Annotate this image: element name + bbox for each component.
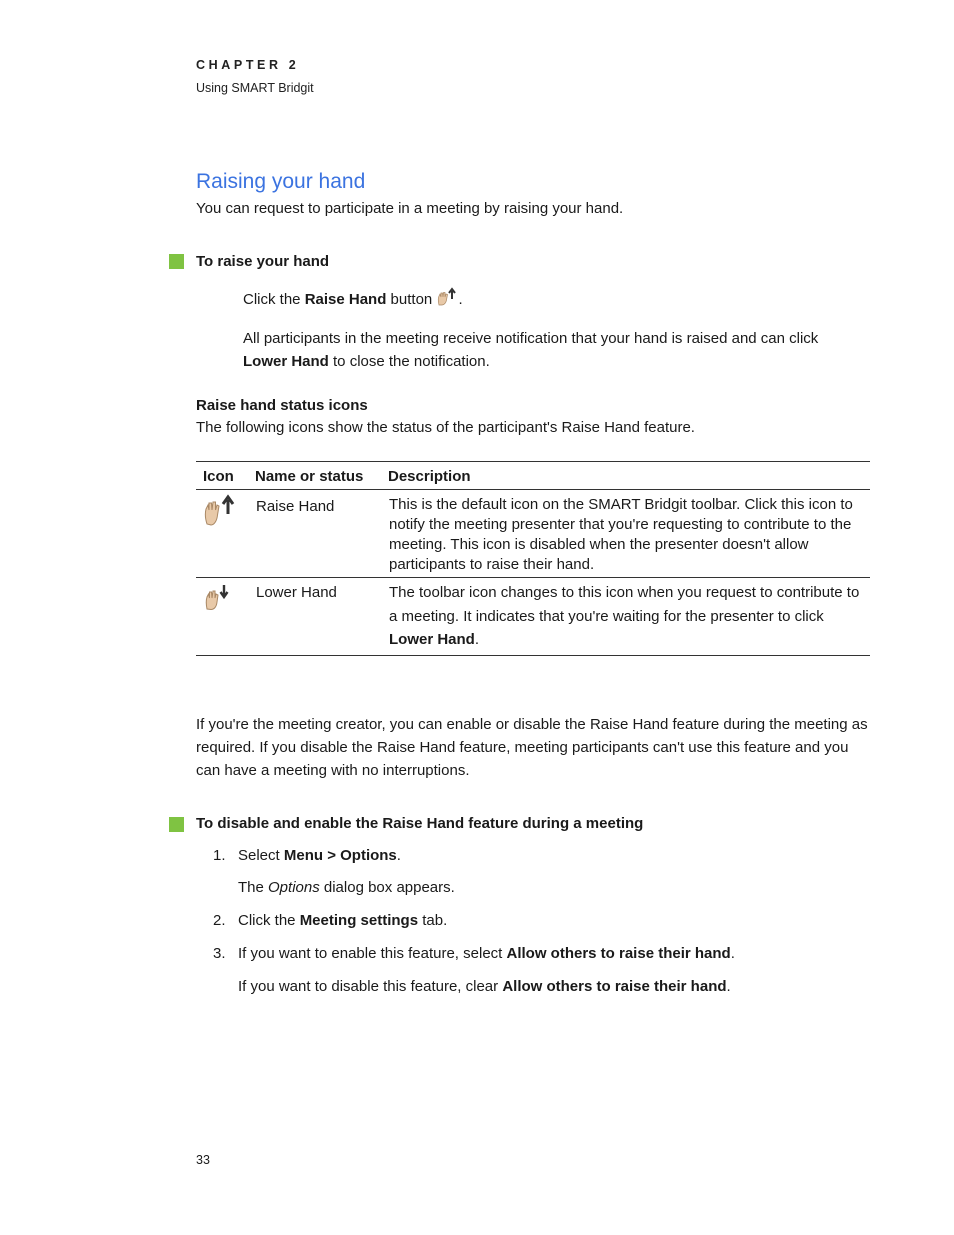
alt-text-pre: If you want to disable this feature, clear — [238, 978, 503, 995]
step-2 — [238, 909, 447, 932]
raise-hand-icon — [436, 287, 458, 314]
status-icons-table — [196, 461, 870, 656]
step-text-bold: Allow others to raise their hand — [506, 945, 731, 962]
step-3-alternative — [238, 975, 731, 998]
procedure-bullet-icon — [169, 817, 184, 832]
step-text-pre: Click the — [243, 291, 305, 308]
procedure-note — [243, 327, 863, 373]
step-text-bold: Raise Hand — [304, 291, 387, 308]
step-text-post: . — [730, 945, 735, 962]
chapter-label: CHAPTER 2 — [196, 58, 300, 72]
description-end: . — [474, 631, 480, 648]
alt-text-bold: Allow others to raise their hand — [502, 978, 727, 995]
step-number: 1. — [213, 847, 226, 864]
section-title: Raising your hand — [196, 170, 366, 193]
step-1-result — [238, 876, 455, 899]
step-text-pre: Click the — [238, 912, 300, 929]
alt-text-post: . — [726, 978, 731, 995]
creator-paragraph: If you're the meeting creator, you can enable or disable the Raise Hand feature during the meeting as required. If you disable the Raise Hand feature, meeting participants can't use this feature and you can have a meeting with no interruptions. — [196, 716, 868, 779]
status-icons-intro: The following icons show the status of the participant's Raise Hand feature. — [196, 419, 695, 436]
step-text-post: button — [386, 291, 433, 308]
step-text-bold: Meeting settings — [299, 912, 419, 929]
column-header-icon: Icon — [196, 462, 255, 490]
section-intro: You can request to participate in a meeting by raising your hand. — [196, 200, 624, 217]
result-text-post: dialog box appears. — [319, 879, 455, 896]
step-text-post: . — [396, 847, 401, 864]
note-bold: Lower Hand — [243, 353, 329, 370]
description-bold: Lower Hand — [389, 631, 475, 648]
table-cell-description: This is the default icon on the SMART Bridgit toolbar. Click this icon to notify the meeting presenter that you're requesting to contribute to the meeting. This icon is disabled when the presenter doesn't allow participants to raise their hand. — [388, 490, 870, 578]
procedure-step — [243, 287, 463, 314]
table-cell-name: Raise Hand — [255, 490, 388, 578]
table-row — [196, 490, 870, 578]
result-text-italic: Options — [268, 879, 320, 896]
step-text-bold: Menu > Options — [283, 847, 397, 864]
table-cell-description — [388, 578, 870, 656]
procedure-heading: To raise your hand — [196, 253, 330, 270]
step-number: 3. — [213, 945, 226, 962]
procedure-heading: To disable and enable the Raise Hand feature during a meeting — [196, 815, 644, 832]
page-number: 33 — [196, 1153, 210, 1167]
table-row — [196, 578, 870, 656]
raise-hand-icon — [202, 515, 236, 532]
status-icons-heading: Raise hand status icons — [196, 397, 368, 414]
column-header-name: Name or status — [255, 462, 388, 490]
table-cell-name: Lower Hand — [255, 578, 388, 656]
table-cell-icon — [196, 490, 255, 578]
table-header-row — [196, 462, 870, 490]
chapter-subtitle: Using SMART Bridgit — [196, 81, 314, 95]
result-text-pre: The — [238, 879, 269, 896]
step-text-end: . — [458, 291, 463, 308]
step-1 — [238, 844, 401, 867]
step-text-pre: Select — [238, 847, 284, 864]
note-line1: All participants in the meeting receive notification that your hand is raised and can click — [243, 330, 819, 347]
column-header-description: Description — [388, 462, 870, 490]
lower-hand-icon — [202, 599, 232, 616]
note-line2: to close the notification. — [328, 353, 490, 370]
description-text: The toolbar icon changes to this icon when you request to contribute to a meeting. It indicates that you're waiting for the presenter to click — [389, 584, 860, 625]
table-cell-icon — [196, 578, 255, 656]
step-text-post: tab. — [418, 912, 448, 929]
step-number: 2. — [213, 912, 226, 929]
procedure-bullet-icon — [169, 254, 184, 269]
step-text-pre: If you want to enable this feature, select — [238, 945, 507, 962]
step-3 — [238, 942, 735, 965]
